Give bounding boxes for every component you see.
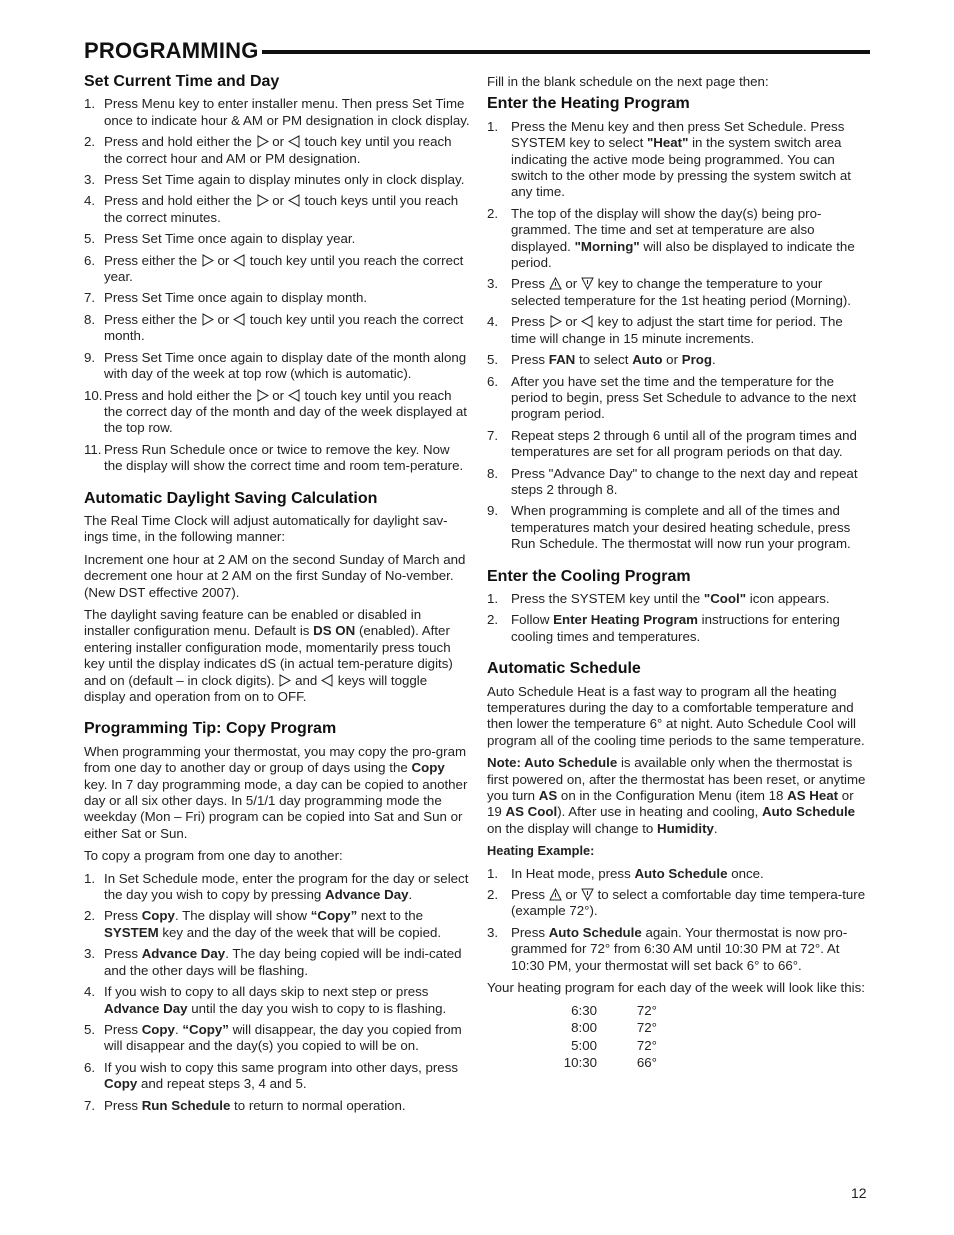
page-title: PROGRAMMING (84, 38, 259, 63)
set-time-heading: Set Current Time and Day (84, 73, 280, 90)
step-text: Press Set Time once again to display year. (104, 231, 356, 247)
step-number: 4. (84, 193, 96, 209)
down-arrow-key-icon (581, 277, 594, 290)
step-text: Press (104, 946, 142, 962)
step-text: or (268, 387, 288, 403)
schedule-time: 8:00 (571, 1020, 597, 1035)
step-text: Press (104, 1097, 142, 1113)
right-arrow-key-icon (201, 254, 214, 267)
list-item (84, 388, 470, 437)
right-arrow-key-icon (256, 135, 269, 148)
copy-heading: Programming Tip: Copy Program (84, 720, 337, 738)
page-header (84, 38, 870, 68)
schedule-row (547, 1055, 871, 1073)
step-text: until the day you wish to copy to is flashing. (187, 1000, 447, 1016)
set-time-steps (84, 96, 470, 474)
list-item (84, 350, 470, 383)
right-arrow-key-icon (256, 389, 269, 402)
step-number: 7. (84, 290, 96, 306)
dst-default-value: DS ON (313, 623, 356, 639)
step-text: After you have set the time and the temperature for the period to begin, press Set Schedule to advance to the next program period. (511, 373, 857, 422)
list-item (487, 503, 871, 552)
copy-steps (84, 871, 470, 1114)
step-number: 2. (487, 887, 499, 903)
schedule-time: 5:00 (571, 1037, 597, 1053)
left-arrow-key-icon (288, 389, 301, 402)
emphasis-text: Copy (141, 1021, 175, 1037)
step-text: on in the Configuration Menu (item 18 (557, 788, 788, 804)
step-number: 2. (84, 908, 96, 924)
step-number: 3. (84, 946, 96, 962)
copy-paragraph-1 (84, 744, 470, 842)
list-item (487, 612, 871, 645)
step-number: 6. (487, 373, 499, 389)
step-number: 7. (84, 1097, 96, 1113)
step-text: or (561, 314, 581, 330)
step-number: 1. (487, 865, 499, 881)
left-column (84, 74, 470, 1120)
emphasis-text: Note: Auto Schedule (487, 755, 618, 771)
step-number: 3. (487, 276, 499, 292)
right-column (487, 74, 871, 1073)
emphasis-text: Auto (632, 352, 663, 368)
list-item (487, 466, 871, 499)
step-text: or (213, 311, 234, 327)
step-text: icon appears. (746, 590, 830, 606)
step-text: key to change the temperature to your selected temperature for the 1st heating period (Morning). (511, 276, 851, 308)
step-text: or (662, 352, 682, 368)
list-item (487, 352, 871, 368)
heating-schedule-table (547, 1003, 871, 1073)
step-text: and repeat steps 3, 4 and 5. (137, 1076, 307, 1092)
copy-p1-text-a: When programming your thermostat, you may copy the pro-gram from one day to another day or group of days using the (84, 743, 467, 776)
emphasis-text: Run Schedule (141, 1097, 231, 1113)
emphasis-text: Humidity (657, 820, 714, 836)
step-text: to return to normal operation. (230, 1097, 406, 1113)
dst-paragraph-2: Increment one hour at 2 AM on the second Sunday of March and decrement one hour at 2 AM on the first Sunday of No-vember. (New DST effective 2007). (84, 551, 466, 600)
step-number: 6. (84, 252, 96, 268)
step-number: 1. (487, 590, 499, 606)
list-item (487, 206, 871, 272)
list-item (487, 428, 871, 461)
up-arrow-key-icon (549, 277, 562, 290)
step-text: touch key until you reach the correct month. (104, 311, 464, 344)
list-item (84, 231, 470, 247)
step-text: to select a comfortable day time tempera-ture (example 72°). (511, 887, 866, 919)
step-number: 2. (84, 134, 96, 150)
list-item (84, 312, 470, 345)
list-item (487, 925, 871, 974)
step-text: Press (511, 352, 549, 368)
step-text: . The display will show (174, 908, 311, 924)
heating-steps (487, 119, 871, 553)
step-text: or (268, 134, 288, 150)
step-text: touch keys until you reach the correct minutes. (104, 193, 459, 225)
step-text: Follow (511, 612, 554, 628)
step-number: 3. (487, 924, 499, 940)
step-text: Press the SYSTEM key until the (511, 590, 704, 606)
emphasis-text: Enter Heating Program (553, 612, 698, 628)
list-item (487, 314, 871, 347)
emphasis-text: Advance Day (325, 887, 409, 903)
step-text: in the system switch area indicating the active mode being programmed. You can switch to the other mode by pressing the system switch at any time. (511, 135, 851, 200)
step-text: or (213, 252, 234, 268)
emphasis-text: Advance Day (104, 1000, 188, 1016)
emphasis-text: Auto Schedule (548, 924, 642, 940)
emphasis-text: "Cool" (703, 590, 747, 606)
step-text: is available only when the thermostat is first powered on, after the thermostat has been reset, or anytime you turn (487, 755, 866, 804)
step-text: . (408, 887, 413, 903)
list-item (84, 290, 470, 306)
step-text: Press "Advance Day" to change to the next day and repeat steps 2 through 8. (511, 465, 858, 497)
step-number: 1. (487, 118, 499, 134)
emphasis-text: AS Cool (505, 804, 558, 820)
step-text: Press Run Schedule once or twice to remove the key. Now the display will show the correct time and room tem-perature. (104, 441, 464, 474)
step-text: Press (511, 276, 549, 292)
step-text: once. (727, 865, 764, 881)
dst-paragraph-3 (84, 607, 470, 705)
schedule-time: 6:30 (571, 1002, 597, 1018)
step-text: The top of the display will show the day(s) being pro-grammed. The time and set at temperature are also displayed. (511, 205, 822, 254)
emphasis-text: "Heat" (646, 135, 689, 151)
step-text: Press and hold either the (104, 134, 256, 150)
heating-example-label: Heating Example: (487, 843, 595, 859)
step-text: Press either the (104, 252, 201, 268)
step-text: . (712, 352, 716, 368)
step-text: If you wish to copy this same program into other days, press (104, 1059, 459, 1075)
schedule-row (547, 1038, 871, 1056)
cooling-heading: Enter the Cooling Program (487, 567, 691, 585)
right-arrow-key-icon (201, 313, 214, 326)
list-item (487, 887, 871, 920)
emphasis-text: Copy (104, 1076, 138, 1092)
left-arrow-key-icon (288, 194, 301, 207)
step-text: Press the Menu key and then press Set Schedule. Press SYSTEM key to select (511, 118, 845, 151)
schedule-row (547, 1003, 871, 1021)
step-text: key and the day of the week that will be copied. (158, 924, 442, 940)
list-item (487, 866, 871, 882)
down-arrow-key-icon (581, 888, 594, 901)
left-arrow-key-icon (321, 674, 334, 687)
right-arrow-key-icon (549, 315, 562, 328)
step-text: Press (511, 314, 549, 330)
right-arrow-key-icon (278, 674, 291, 687)
title-rule (262, 50, 870, 54)
schedule-temp: 72° (636, 1037, 657, 1053)
list-item (84, 193, 470, 226)
copy-key-name: Copy (411, 760, 445, 776)
emphasis-text: Prog (681, 352, 712, 368)
emphasis-text: SYSTEM (104, 924, 159, 940)
heating-example-steps (487, 866, 871, 974)
emphasis-text: Copy (141, 908, 175, 924)
step-number: 3. (84, 172, 96, 188)
list-item (84, 172, 470, 188)
list-item (84, 134, 470, 167)
step-text: again. Your thermostat is now pro-grammed for 72° from 6:30 AM until 10:30 PM at 72°. At 10:30 PM, your thermostat will set back 6° to 66°. (511, 924, 848, 973)
dst-p3-and: and (295, 672, 318, 688)
copy-paragraph-2: To copy a program from one day to another: (84, 848, 343, 864)
schedule-row (547, 1020, 871, 1038)
copy-p1-text-c: key. In 7 day programming mode, a day can be copied to another day or all six other days. In 5/1/1 day programming mode the weekday (Mon – Fri) program can be copied into Sat and Sun or either Sat or Sun. (84, 776, 468, 841)
step-text: to select (575, 352, 633, 368)
list-item (84, 253, 470, 286)
schedule-time: 10:30 (563, 1055, 597, 1070)
page-number: 12 (851, 1185, 867, 1201)
auto-outro: Your heating program for each day of the week will look like this: (487, 980, 865, 996)
list-item (487, 374, 871, 423)
dst-p3-text-c: (enabled). After entering installer configuration mode, momentarily press touch key until the display indicates dS (in actual tem-perature digits) and on (default – in clock digits). (84, 623, 453, 688)
list-item (84, 946, 470, 979)
step-text: In Set Schedule mode, enter the program for the day or select the day you wish to copy by pressing (104, 870, 469, 903)
step-text: . (713, 820, 718, 836)
auto-schedule-note (487, 755, 871, 837)
step-number: 5. (84, 1021, 96, 1037)
step-text: Press (104, 908, 142, 924)
up-arrow-key-icon (549, 888, 562, 901)
emphasis-text: Auto Schedule (761, 804, 856, 820)
intro-text: Fill in the blank schedule on the next page then: (487, 74, 769, 89)
step-number: 6. (84, 1059, 96, 1075)
step-text: next to the (357, 908, 424, 924)
list-item (84, 442, 470, 475)
step-text: Press Set Time again to display minutes only in clock display. (104, 172, 465, 188)
step-number: 2. (487, 612, 499, 628)
step-number: 5. (84, 231, 96, 247)
cooling-steps (487, 591, 871, 645)
emphasis-text: "Morning" (574, 238, 640, 254)
step-number: 8. (84, 311, 96, 327)
step-text: . (174, 1021, 183, 1037)
list-item (487, 591, 871, 607)
step-text: In Heat mode, press (511, 865, 635, 881)
emphasis-text: AS (538, 788, 558, 804)
auto-schedule-paragraph: Auto Schedule Heat is a fast way to program all the heating temperatures during the day to a comfortable temperature and then lower the temperature 6° at night. Auto Schedule Cool will program all of the cooling time periods to the same temperature. (487, 683, 865, 748)
heating-heading: Enter the Heating Program (487, 95, 690, 113)
left-arrow-key-icon (233, 254, 246, 267)
list-item (487, 119, 871, 201)
list-item (84, 1022, 470, 1055)
step-text: If you wish to copy to all days skip to next step or press (104, 984, 429, 1000)
step-text: instructions for entering cooling times and temperatures. (511, 612, 840, 644)
schedule-temp: 72° (636, 1002, 657, 1018)
emphasis-text: “Copy” (182, 1021, 229, 1037)
step-text: Press Set Time once again to display month. (104, 290, 368, 306)
step-text: Press either the (104, 311, 201, 327)
step-text: touch key until you reach the correct year. (104, 252, 464, 285)
step-text: Press and hold either the (104, 387, 256, 403)
step-number: 4. (487, 314, 499, 330)
step-text: key to adjust the start time for period. The time will change in 15 minute increments. (511, 314, 843, 346)
step-text: or (268, 193, 288, 209)
step-text: touch key until you reach the correct hour and AM or PM designation. (104, 134, 452, 166)
step-text: or (561, 887, 581, 903)
step-number: 9. (84, 349, 96, 365)
step-text: . The day being copied will be indi-cated and the other days will be flashing. (104, 946, 462, 978)
step-text: Press (511, 887, 549, 903)
list-item (84, 1060, 470, 1093)
step-number: 7. (487, 427, 499, 443)
left-arrow-key-icon (581, 315, 594, 328)
step-number: 5. (487, 352, 499, 368)
step-number: 1. (84, 96, 96, 112)
step-text: or 19 (487, 788, 854, 820)
step-number: 9. (487, 503, 499, 519)
emphasis-text: Advance Day (141, 946, 226, 962)
step-number: 10. (84, 387, 103, 403)
step-text: Press Menu key to enter installer menu. Then press Set Time once to indicate hour & AM or PM designation in clock display. (104, 96, 470, 128)
step-number: 1. (84, 870, 96, 886)
dst-p3-text-a: The daylight saving feature can be enabled or disabled in installer configuration menu. Default is (84, 606, 422, 639)
list-item (84, 96, 470, 129)
dst-p3-text-e: keys will toggle display and operation from on to OFF. (84, 672, 428, 704)
emphasis-text: AS Heat (787, 788, 839, 804)
step-number: 4. (84, 984, 96, 1000)
step-text: touch key until you reach the correct day of the month and day of the week displayed at the top row. (104, 387, 467, 436)
list-item (84, 871, 470, 904)
right-arrow-key-icon (256, 194, 269, 207)
dst-paragraph-1: The Real Time Clock will adjust automatically for daylight sav-ings time, in the following manner: (84, 512, 448, 545)
step-text: Repeat steps 2 through 6 until all of the program times and temperatures are set for all program periods on that day. (511, 427, 857, 460)
emphasis-text: Auto Schedule (634, 865, 728, 881)
emphasis-text: “Copy” (310, 908, 358, 924)
step-text: Press (511, 924, 549, 940)
step-text: will disappear, the day you copied from will disappear and the day(s) you copied to will be on. (104, 1021, 462, 1054)
step-text: When programming is complete and all of the times and temperatures match your desired heating schedule, press Run Schedule. The thermostat will now run your program. (511, 503, 851, 552)
emphasis-text: FAN (548, 352, 576, 368)
step-number: 11. (84, 441, 102, 457)
auto-schedule-heading: Automatic Schedule (487, 660, 641, 678)
step-text: ). After use in heating and cooling, (557, 804, 762, 820)
step-text: on the display will change to (487, 820, 658, 836)
list-item (84, 984, 470, 1017)
schedule-temp: 66° (636, 1055, 657, 1070)
step-number: 2. (487, 205, 499, 221)
schedule-temp: 72° (636, 1020, 657, 1035)
step-text: will also be displayed to indicate the period. (511, 238, 855, 271)
step-text: Press and hold either the (104, 193, 256, 209)
step-text: or (561, 276, 581, 292)
list-item (487, 276, 871, 309)
list-item (84, 1098, 470, 1114)
list-item (84, 908, 470, 941)
left-arrow-key-icon (288, 135, 301, 148)
left-arrow-key-icon (233, 313, 246, 326)
step-text: Press Set Time once again to display date of the month along with day of the week at top row (which is automatic). (104, 349, 467, 382)
step-text: Press (104, 1021, 142, 1037)
step-number: 8. (487, 465, 499, 481)
dst-heading: Automatic Daylight Saving Calculation (84, 489, 378, 507)
